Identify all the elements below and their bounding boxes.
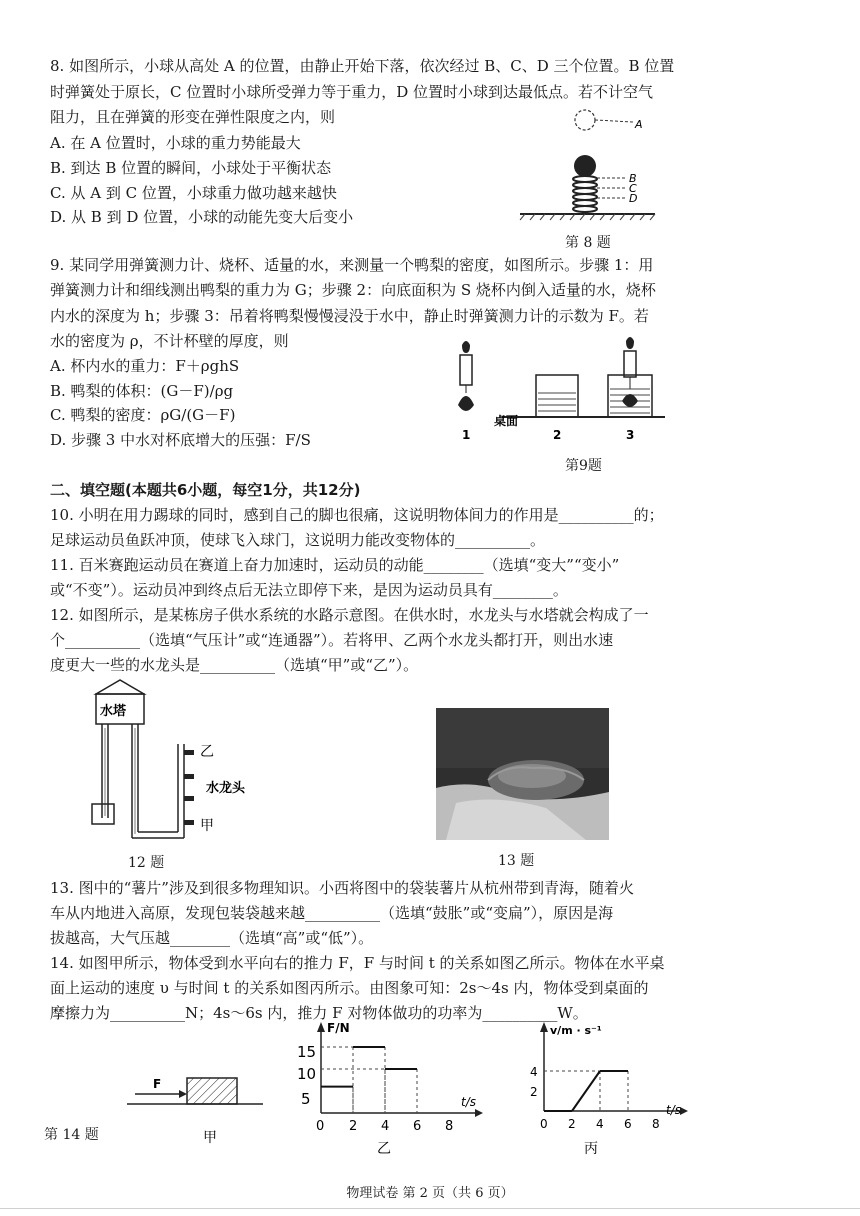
section2-title: 二、填空题(本题共6小题，每空1分，共12分) <box>50 481 361 499</box>
q12-tower-label: 水塔 <box>100 704 127 719</box>
q11-line-2: 或“不变”）。运动员冲到终点后无法立即停下来，是因为运动员具有________。 <box>50 581 568 599</box>
bing-ylabel: v/m · s⁻¹ <box>550 1024 602 1037</box>
q14-jia-label: 甲 <box>203 1130 217 1146</box>
yi-xtick-4: 4 <box>381 1119 390 1134</box>
bing-xtick-4: 4 <box>596 1117 604 1131</box>
bing-ytick-2: 2 <box>530 1085 538 1099</box>
yi-xtick-6: 6 <box>413 1119 422 1134</box>
q9-step-3-label: 3 <box>626 428 635 442</box>
q9-option-d: D. 步骤 3 中水对杯底增大的压强：F/S <box>50 431 311 449</box>
yi-ylabel: F/N <box>327 1021 350 1035</box>
q12-line-2: 个__________（选填“气压计”或“连通器”）。若将甲、乙两个水龙头都打开，则出水速 <box>50 631 614 649</box>
q9-desk-label: 桌面 <box>494 414 519 428</box>
q8-caption: 第 8 题 <box>565 235 611 251</box>
q8-option-a: A. 在 A 位置时，小球的重力势能最大 <box>50 134 301 152</box>
bing-xtick-8: 8 <box>652 1117 660 1131</box>
q10-line-1: 10. 小明在用力踢球的同时，感到自己的脚也很痛，这说明物体间力的作用是__________的； <box>50 506 664 524</box>
bing-xlabel: t/s <box>666 1103 681 1117</box>
q14-force-label: F <box>153 1077 162 1091</box>
q9-line-4: 水的密度为 ρ，不计杯壁的厚度，则 <box>50 332 289 350</box>
q8-line-1: 8. 如图所示，小球从高处 A 的位置，由静止开始下落，依次经过 B、C、D 三个位置。B 位置 <box>50 57 675 75</box>
q8-label-c: C <box>629 182 637 195</box>
beaker-2 <box>536 375 578 417</box>
q12-line-3: 度更大一些的水龙头是__________（选填“甲”或“乙”）。 <box>50 656 419 674</box>
bing-ytick-4: 4 <box>530 1065 538 1079</box>
page-footer: 物理试卷 第 2 页（共 6 页） <box>346 1186 514 1201</box>
q12-label-yi: 乙 <box>200 744 214 760</box>
q8-line-3: 阻力，且在弹簧的形变在弹性限度之内，则 <box>50 108 336 126</box>
q9-option-a: A. 杯内水的重力：F＋ρghS <box>50 357 240 375</box>
q8-line-2: 时弹簧处于原长，C 位置时小球所受弹力等于重力，D 位置时小球到达最低点。若不计空气 <box>50 83 654 101</box>
bottom-divider <box>0 1208 860 1209</box>
q14-fig-jia <box>125 1070 265 1155</box>
q14-line-3: 摩擦力为__________N；4s～6s 内，推力 F 对物体做功的功率为__________W。 <box>50 1004 588 1022</box>
q9-option-b: B. 鸭梨的体积：(G－F)/ρg <box>50 382 234 400</box>
q12-tap-label: 水龙头 <box>206 781 246 796</box>
q8-option-d: D. 从 B 到 D 位置，小球的动能先变大后变小 <box>50 208 354 226</box>
yi-xtick-2: 2 <box>349 1119 358 1134</box>
q9-line-2: 弹簧测力计和细线测出鸭梨的重力为 G；步骤 2：向底面积为 S 烧杯内倒入适量的水，烧杯 <box>50 281 656 299</box>
q14-graph-bing <box>510 1018 700 1158</box>
beaker-3 <box>608 337 652 417</box>
q13-line-3: 拔越高，大气压越________（选填“高”或“低”）。 <box>50 929 374 947</box>
yi-ytick-10: 10 <box>297 1065 317 1083</box>
q11-line-1: 11. 百米赛跑运动员在赛道上奋力加速时，运动员的动能________（选填“变大”“变小” <box>50 556 620 574</box>
yi-xtick-0: 0 <box>316 1119 325 1134</box>
q10-line-2: 足球运动员鱼跃冲顶，使球飞入球门，这说明力能改变物体的__________。 <box>50 531 546 549</box>
q13-chips-photo <box>436 708 609 840</box>
q9-pear-figure <box>440 335 670 445</box>
yi-xlabel: t/s <box>461 1095 476 1109</box>
q9-caption: 第9题 <box>565 458 602 474</box>
bing-label: 丙 <box>584 1141 598 1157</box>
tap-icons <box>184 750 194 825</box>
q13-line-2: 车从内地进入高原，发现包装袋越来越__________（选填“鼓胀”或“变扁”），原因是海 <box>50 904 614 922</box>
q8-label-a: A <box>635 118 643 131</box>
q8-option-b: B. 到达 B 位置的瞬间，小球处于平衡状态 <box>50 159 332 177</box>
yi-xtick-8: 8 <box>445 1119 454 1134</box>
q9-line-1: 9. 某同学用弹簧测力计、烧杯、适量的水，来测量一个鸭梨的密度，如图所示。步骤 1：用 <box>50 256 654 274</box>
q9-line-3: 内水的深度为 h；步骤 3：吊着将鸭梨慢慢浸没于水中，静止时弹簧测力计的示数为 F。若 <box>50 307 649 325</box>
q13-line-1: 13. 图中的“薯片”涉及到很多物理知识。小西将图中的袋装薯片从杭州带到青海，随着火 <box>50 879 634 897</box>
bing-xtick-2: 2 <box>568 1117 576 1131</box>
q9-option-c: C. 鸭梨的密度：ρG/(G－F) <box>50 406 236 424</box>
q12-caption: 12 题 <box>128 855 165 871</box>
q13-caption: 13 题 <box>498 853 535 869</box>
q14-line-1: 14. 如图甲所示，物体受到水平向右的推力 F，F 与时间 t 的关系如图乙所示。物体在水平桌 <box>50 954 665 972</box>
q8-option-c: C. 从 A 到 C 位置，小球重力做功越来越快 <box>50 184 337 202</box>
yi-ytick-15: 15 <box>297 1043 317 1061</box>
yi-label: 乙 <box>377 1141 391 1157</box>
bing-xtick-0: 0 <box>540 1117 548 1131</box>
q12-water-tower-figure <box>88 678 278 848</box>
q14-line-2: 面上运动的速度 υ 与时间 t 的关系如图丙所示。由图象可知：2s～4s 内，物体受到桌面的 <box>50 979 649 997</box>
q8-spring-figure <box>515 100 665 230</box>
yi-ytick-5: 5 <box>301 1090 311 1108</box>
q9-step-1-label: 1 <box>462 428 471 442</box>
q14-caption: 第 14 题 <box>44 1127 99 1143</box>
spring-scale-1 <box>458 341 474 411</box>
q12-label-jia: 甲 <box>200 818 214 834</box>
q12-line-1: 12. 如图所示，是某栋房子供水系统的水路示意图。在供水时，水龙头与水塔就会构成了一 <box>50 606 649 624</box>
q8-label-d: D <box>629 192 638 205</box>
bing-xtick-6: 6 <box>624 1117 632 1131</box>
bing-series-segment-1 <box>572 1071 600 1111</box>
q8-label-b: B <box>629 172 637 185</box>
q14-graph-yi <box>285 1018 485 1158</box>
q9-step-2-label: 2 <box>553 428 562 442</box>
